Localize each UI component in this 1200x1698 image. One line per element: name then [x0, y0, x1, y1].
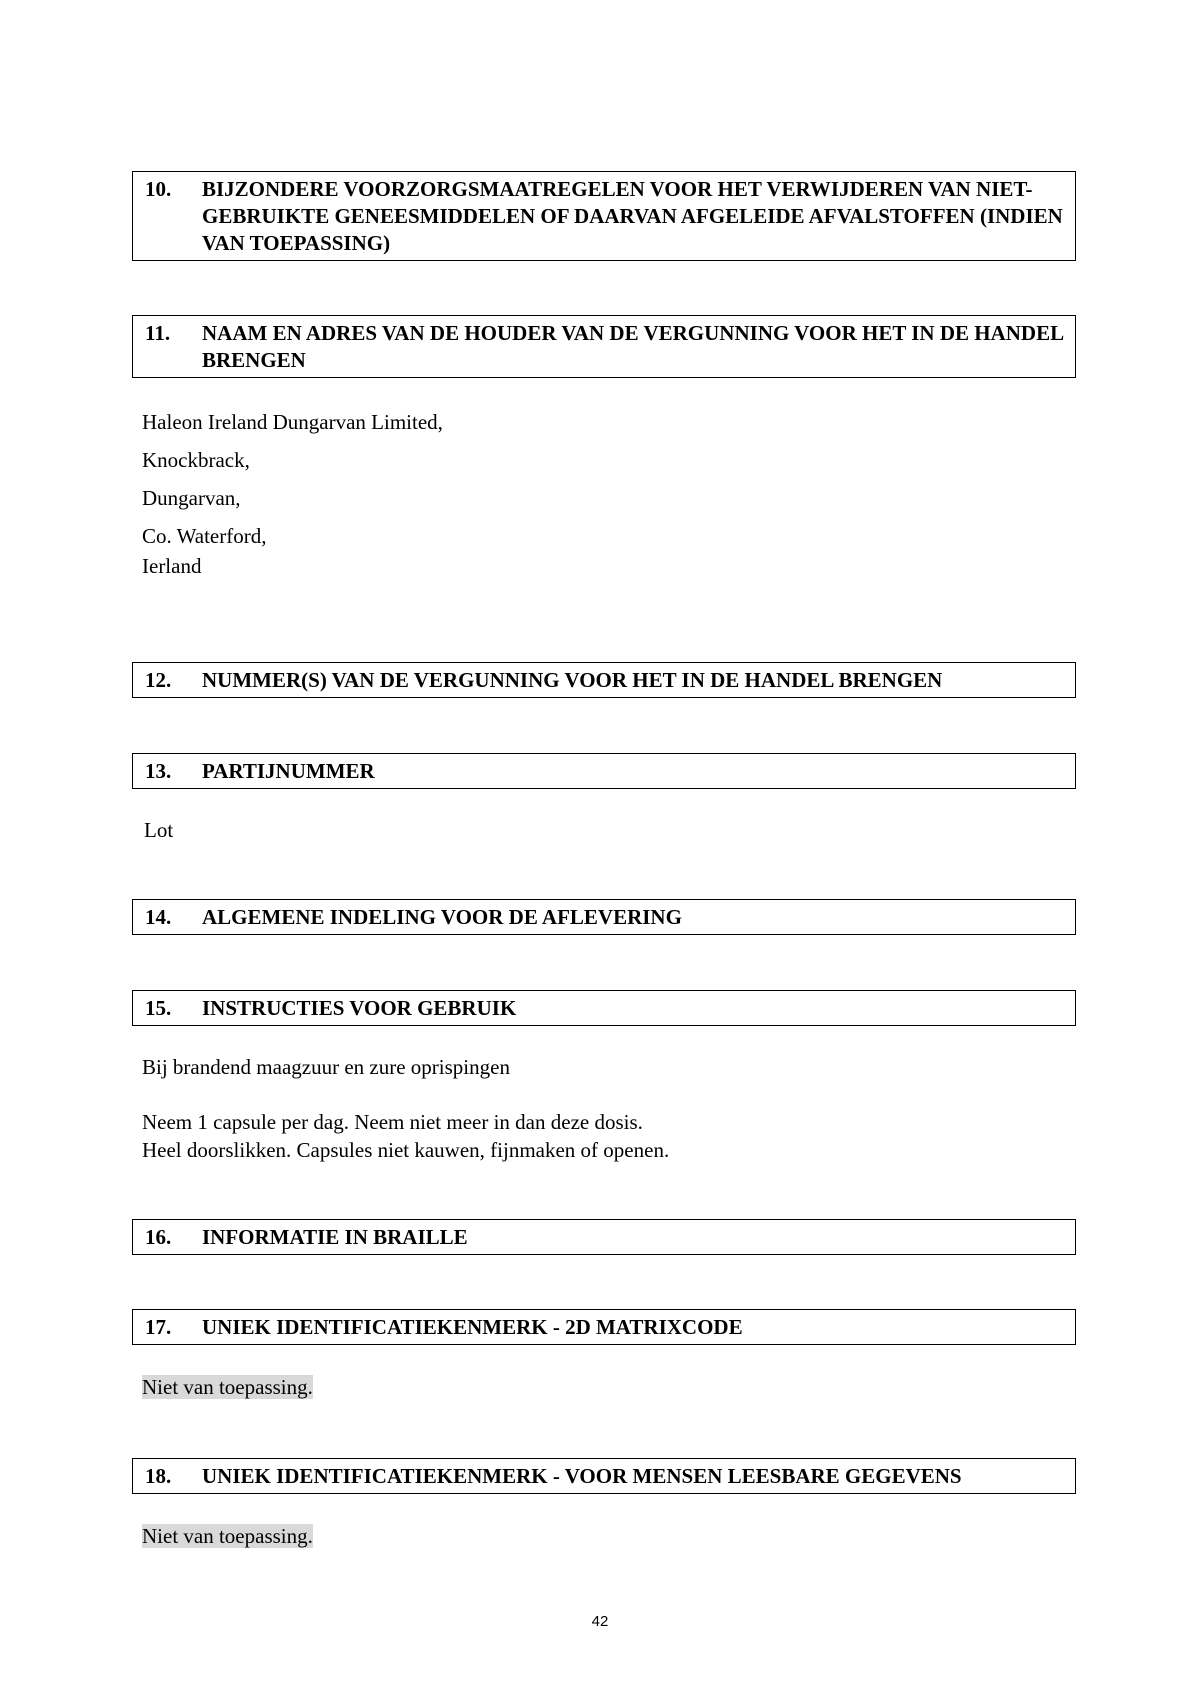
- section-title: NAAM EN ADRES VAN DE HOUDER VAN DE VERGUNNING VOOR HET IN DE HANDEL BRENGEN: [202, 321, 1063, 372]
- section-number: 15.: [145, 996, 172, 1020]
- highlighted-text: Niet van toepassing.: [142, 1375, 313, 1399]
- section-heading-16: [132, 1219, 1076, 1255]
- section-title: UNIEK IDENTIFICATIEKENMERK - 2D MATRIXCODE: [202, 1315, 743, 1339]
- section-heading-15: [132, 990, 1076, 1026]
- section-number: 17.: [145, 1315, 172, 1339]
- holder-address-line-2: Knockbrack,: [142, 448, 250, 472]
- page-number: 42: [591, 1613, 609, 1630]
- batch-label: Lot: [144, 818, 174, 842]
- section-title: INFORMATIE IN BRAILLE: [202, 1225, 468, 1249]
- section-number: 10.: [145, 177, 172, 201]
- section-heading-17: [132, 1309, 1076, 1345]
- instructions-dosage-line-1: Neem 1 capsule per dag. Neem niet meer in dan deze dosis.: [142, 1110, 643, 1134]
- instructions-indication: Bij brandend maagzuur en zure oprispingen: [142, 1055, 510, 1079]
- section-heading-10: [132, 171, 1076, 261]
- section-heading-14: [132, 899, 1076, 935]
- section-title: INSTRUCTIES VOOR GEBRUIK: [202, 996, 517, 1020]
- section-number: 13.: [145, 759, 172, 783]
- section-heading-11: [132, 315, 1076, 378]
- highlighted-text: Niet van toepassing.: [142, 1524, 313, 1548]
- section-heading-18: [132, 1458, 1076, 1494]
- section-title: NUMMER(S) VAN DE VERGUNNING VOOR HET IN DE HANDEL BRENGEN: [202, 668, 943, 692]
- section-heading-12: [132, 662, 1076, 698]
- section-number: 16.: [145, 1225, 172, 1249]
- readable-data-note: [142, 1522, 313, 1550]
- section-title: BIJZONDERE VOORZORGSMAATREGELEN VOOR HET VERWIJDEREN VAN NIET-GEBRUIKTE GENEESMIDDELEN OF DAARVAN AFGELEIDE AFVALSTOFFEN (INDIEN VAN TOEPASSING): [202, 177, 1063, 255]
- holder-address-line-3: Dungarvan,: [142, 486, 241, 510]
- section-number: 18.: [145, 1464, 172, 1488]
- section-heading-13: [132, 753, 1076, 789]
- section-number: 12.: [145, 668, 172, 692]
- holder-address-line-5: Ierland: [142, 554, 202, 578]
- section-title: ALGEMENE INDELING VOOR DE AFLEVERING: [202, 905, 682, 929]
- section-number: 11.: [145, 321, 171, 345]
- matrix-code-note: [142, 1373, 313, 1401]
- holder-address-line-4: Co. Waterford,: [142, 524, 267, 548]
- section-title: PARTIJNUMMER: [202, 759, 375, 783]
- section-title: UNIEK IDENTIFICATIEKENMERK - VOOR MENSEN LEESBARE GEGEVENS: [202, 1464, 962, 1488]
- instructions-dosage-line-2: Heel doorslikken. Capsules niet kauwen, fijnmaken of openen.: [142, 1138, 670, 1162]
- holder-address-line-1: Haleon Ireland Dungarvan Limited,: [142, 410, 443, 434]
- section-number: 14.: [145, 905, 172, 929]
